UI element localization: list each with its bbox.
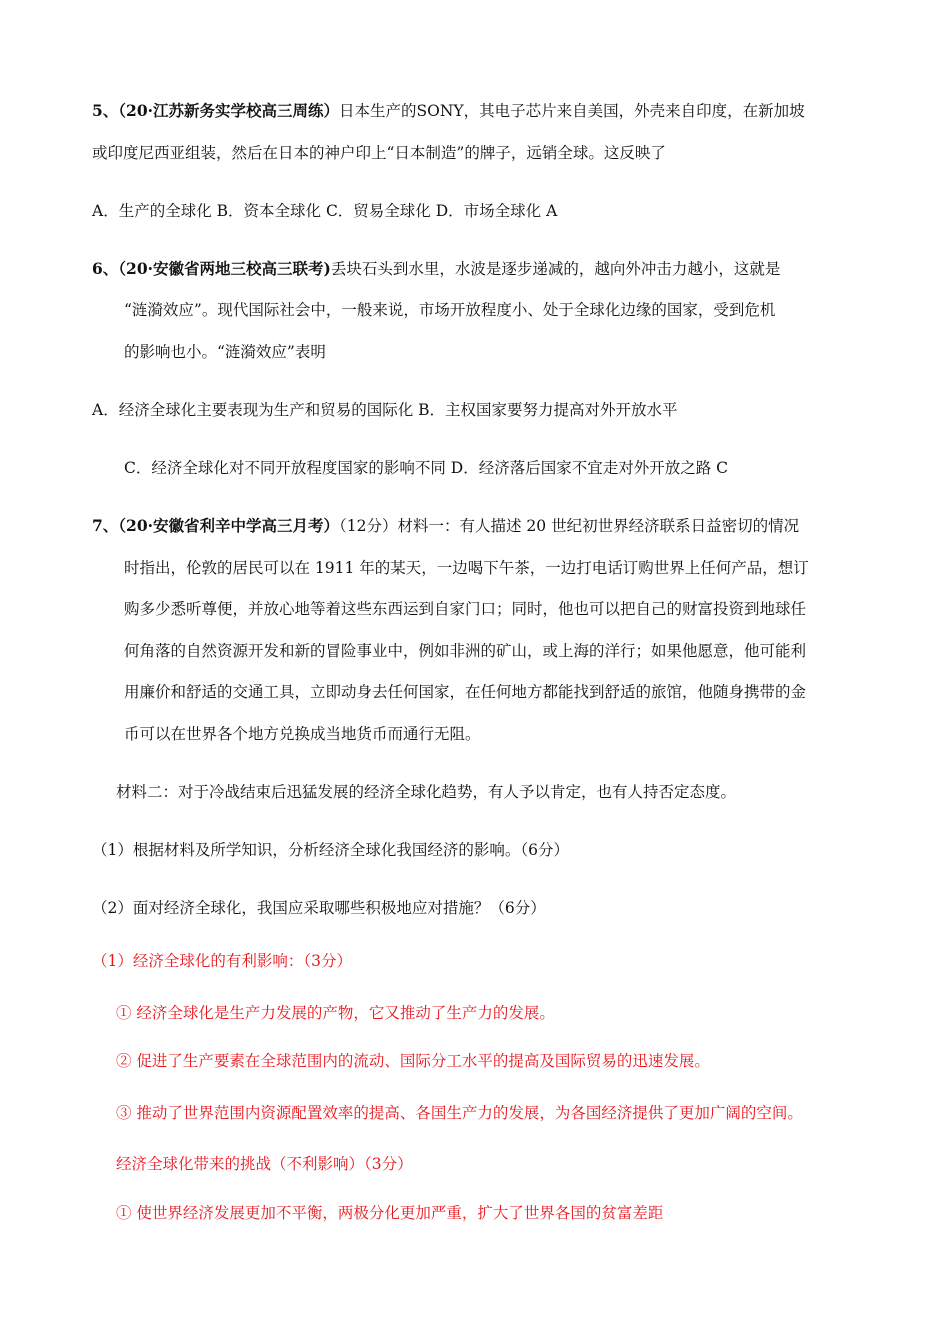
q6-stem-1: 丢块石头到水里，水波是逐步递减的，越向外冲击力越小，这就是 <box>330 260 781 278</box>
q5-source: （20·江苏新务实学校高三周练） <box>118 101 340 120</box>
q5-stem-1: 日本生产的SONY，其电子芯片来自美国，外壳来自印度，在新加坡 <box>339 102 805 120</box>
q7-number: 7、 <box>92 516 119 535</box>
q6-stem-2: “涟漪效应”。现代国际社会中，一般来说，市场开放程度小、处于全球化边缘的国家，受到危机 <box>124 301 776 319</box>
q5-stem-2: 或印度尼西亚组装，然后在日本的神户印上“日本制造”的牌子，远销全球。这反映了 <box>92 144 666 162</box>
q5-options: A．生产的全球化 B．资本全球化 C．贸易全球化 D．市场全球化 A <box>92 202 558 220</box>
answer-heading-2: 经济全球化带来的挑战（不利影响）（3分） <box>116 1155 413 1173</box>
q7-material-2: 材料二：对于冷战结束后迅猛发展的经济全球化趋势，有人予以肯定，也有人持否定态度。 <box>116 783 737 801</box>
q6-source: （20·安徽省两地三校高三联考) <box>118 259 331 278</box>
q7-sub-question-2: （2）面对经济全球化，我国应采取哪些积极地应对措施？（6分） <box>92 899 546 917</box>
q7-line-1 <box>92 515 799 537</box>
answer-point-2: ② 促进了生产要素在全球范围内的流动、国际分工水平的提高及国际贸易的迅速发展。 <box>116 1052 710 1070</box>
q7-source: （20·安徽省利辛中学高三月考） <box>118 516 340 535</box>
q6-line-1 <box>92 258 780 280</box>
q5-number: 5、 <box>92 101 119 120</box>
answer-point-1: ① 经济全球化是生产力发展的产物，它又推动了生产力的发展。 <box>116 1004 555 1022</box>
answer-point-3: ③ 推动了世界范围内资源配置效率的提高、各国生产力的发展，为各国经济提供了更加广阔的空间。 <box>116 1104 803 1122</box>
q6-number: 6、 <box>92 259 119 278</box>
answer-negative-1: ① 使世界经济发展更加不平衡，两极分化更加严重，扩大了世界各国的贫富差距 <box>116 1204 664 1222</box>
q7-material-line: 何角落的自然资源开发和新的冒险事业中，例如非洲的矿山，或上海的洋行；如果他愿意，他可能利 <box>124 642 807 660</box>
q5-line-1 <box>92 100 805 122</box>
q7-sub-question-1: （1）根据材料及所学知识，分析经济全球化我国经济的影响。（6分） <box>92 841 569 859</box>
q5-line-2 <box>92 142 666 164</box>
q6-options-1: A．经济全球化主要表现为生产和贸易的国际化 B．主权国家要努力提高对外开放水平 <box>92 401 678 419</box>
answer-heading: （1）经济全球化的有利影响：（3分） <box>92 952 352 970</box>
q7-material-line: 用廉价和舒适的交通工具，立即动身去任何国家，在任何地方都能找到舒适的旅馆，他随身携带的金 <box>124 683 807 701</box>
q7-material-line: 币可以在世界各个地方兑换成当地货币而通行无阻。 <box>124 725 481 743</box>
q7-material-line: 时指出，伦敦的居民可以在 1911 年的某天，一边喝下午茶，一边打电话订购世界上任何产品，想订 <box>124 559 809 577</box>
q6-stem-3: 的影响也小。“涟漪效应”表明 <box>124 343 326 361</box>
q7-material-line: 购多少悉听尊便，并放心地等着这些东西运到自家门口；同时，他也可以把自己的财富投资到地球任 <box>124 600 807 618</box>
q7-stem-1: （12分）材料一：有人描述 20 世纪初世界经济联系日益密切的情况 <box>339 517 800 535</box>
q6-options-2: C．经济全球化对不同开放程度国家的影响不同 D．经济落后国家不宜走对外开放之路 C <box>124 459 729 477</box>
